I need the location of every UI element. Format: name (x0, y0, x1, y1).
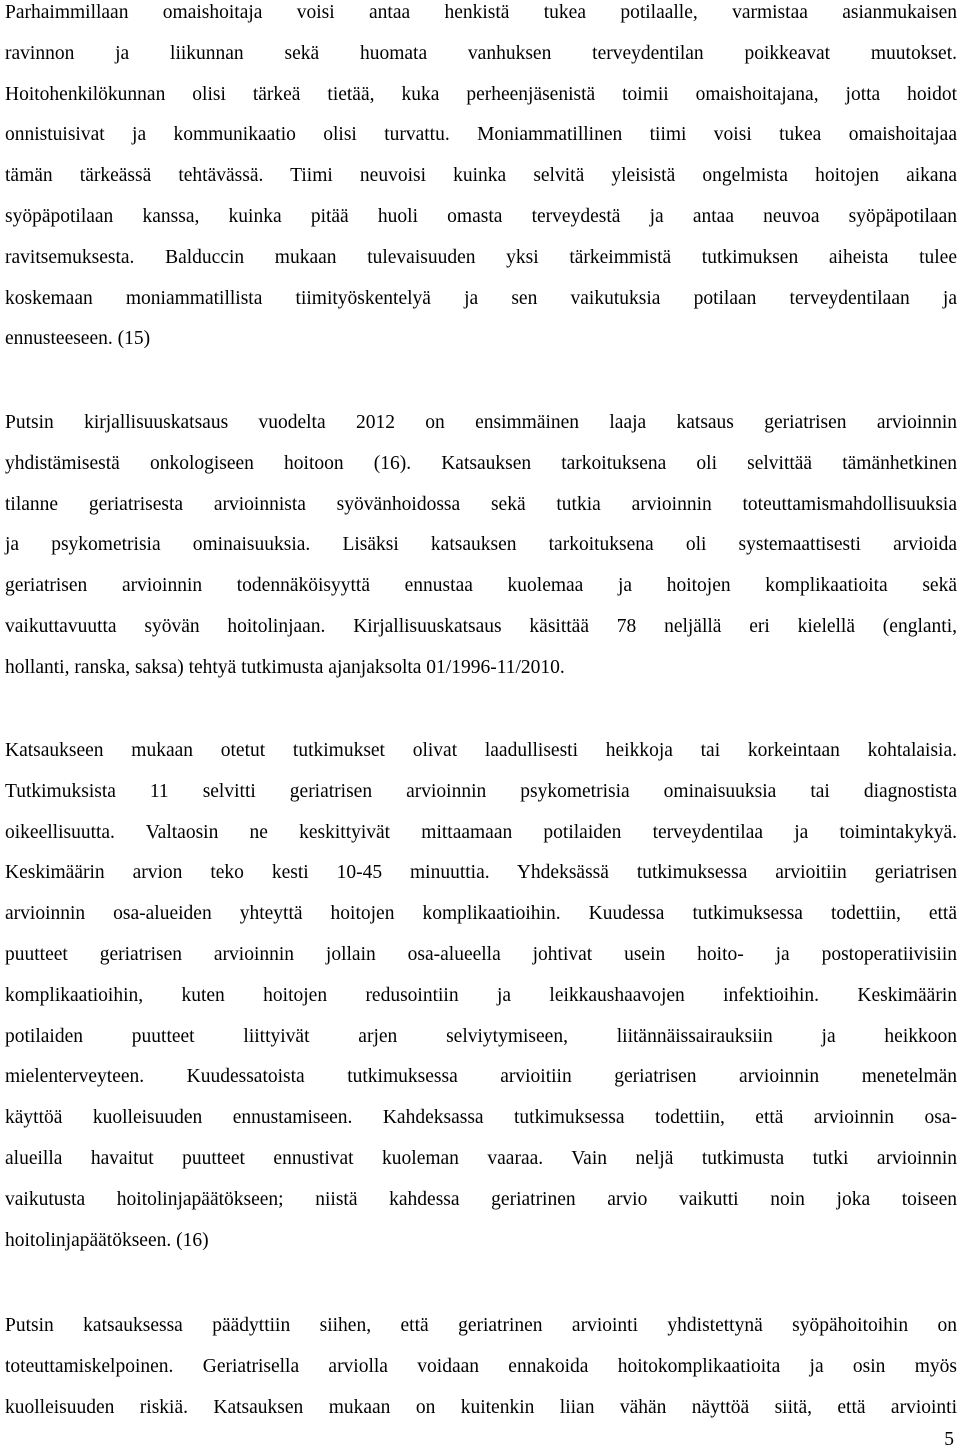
text-line: arvioinnin osa-alueiden yhteyttä hoitojen komplikaatioihin. Kuudessa tutkimuksessa todettiin, että (5, 903, 957, 925)
page-number: 5 (944, 1429, 954, 1450)
paragraph-review-conclusion (5, 1306, 957, 1428)
text-line: koskemaan moniammatillista tiimityöskentelyä ja sen vaikutuksia potilaan terveydentilaan ja (5, 287, 957, 309)
text-line: Keskimäärin arvion teko kesti 10-45 minuuttia. Yhdeksässä tutkimuksessa arvioitiin geriatrisen (5, 862, 957, 884)
text-line: ja psykometrisia ominaisuuksia. Lisäksi katsauksen tarkoituksena oli systemaattisesti arvioida (5, 534, 957, 556)
text-line: toteuttamiskelpoinen. Geriatrisella arviolla voidaan ennakoida hoitokomplikaatioita ja osin myös (5, 1355, 957, 1377)
paragraph-review-findings (5, 731, 957, 1261)
text-line: tilanne geriatrisesta arvioinnista syövänhoidossa sekä tutkia arvioinnin toteuttamismahdollisuuksia (5, 493, 957, 515)
text-line: puutteet geriatrisen arvioinnin jollain osa-alueella johtivat usein hoito- ja postoperatiivisiin (5, 943, 957, 965)
text-line: mielenterveyteen. Kuudessatoista tutkimuksessa arvioitiin geriatrisen arvioinnin menetelmän (5, 1066, 957, 1088)
text-line: geriatrisen arvioinnin todennäköisyyttä ennustaa kuolemaa ja hoitojen komplikaatioita sekä (5, 575, 957, 597)
text-line: oikeellisuutta. Valtaosin ne keskittyivät mittaamaan potilaiden terveydentilaa ja toimintakykyä. (5, 821, 957, 843)
text-line: potilaiden puutteet liittyivät arjen selviytymiseen, liitännäissairauksiin ja heikkoon (5, 1025, 957, 1047)
text-line: alueilla havaitut puutteet ennustivat kuoleman vaaraa. Vain neljä tutkimusta tutki arvioinnin (5, 1147, 957, 1169)
text-line: onnistuisivat ja kommunikaatio olisi turvattu. Moniammatillinen tiimi voisi tukea omaishoitajaa (5, 124, 957, 146)
text-line: Putsin kirjallisuuskatsaus vuodelta 2012 on ensimmäinen laaja katsaus geriatrisen arvioinnin (5, 412, 957, 433)
text-line: käyttöä kuolleisuuden ennustamiseen. Kahdeksassa tutkimuksessa todettiin, että arvioinnin osa- (5, 1107, 957, 1129)
text-line: komplikaatioihin, kuten hoitojen redusointiin ja leikkaushaavojen infektioihin. Keskimäärin (5, 984, 957, 1006)
text-line: tämän tärkeässä tehtävässä. Tiimi neuvoisi kuinka selvitä yleisistä ongelmista hoitojen aikana (5, 165, 957, 187)
paragraph-caregiver-support (5, 0, 957, 360)
text-line: Putsin katsauksessa päädyttiin siihen, että geriatrinen arviointi yhdistettynä syöpähoitoihin on (5, 1315, 957, 1336)
text-line: vaikuttavuutta syövän hoitolinjaan. Kirjallisuuskatsaus käsittää 78 neljällä eri kielellä (englanti, (5, 615, 957, 637)
text-line: Tutkimuksista 11 selvitti geriatrisen arvioinnin psykometrisia ominaisuuksia tai diagnostista (5, 780, 957, 802)
text-line: syöpäpotilaan kanssa, kuinka pitää huoli omasta terveydestä ja antaa neuvoa syöpäpotilaan (5, 205, 957, 227)
text-line: ravitsemuksesta. Balduccin mukaan tulevaisuuden yksi tärkeimmistä tutkimuksen aiheista tulee (5, 246, 957, 268)
text-line: ravinnon ja liikunnan sekä huomata vanhuksen terveydentilan poikkeavat muutokset. (5, 42, 957, 64)
text-line: kuolleisuuden riskiä. Katsauksen mukaan on kuitenkin liian vähän näyttöä siitä, että arviointi (5, 1396, 957, 1418)
text-line: ennusteeseen. (15) (5, 328, 151, 350)
text-line: vaikutusta hoitolinjapäätökseen; niistä kahdessa geriatrinen arvio vaikutti noin joka toiseen (5, 1188, 957, 1210)
text-line: yhdistämisestä onkologiseen hoitoon (16). Katsauksen tarkoituksena oli selvittää tämänhetkinen (5, 452, 957, 474)
text-line: Hoitohenkilökunnan olisi tärkeä tietää, kuka perheenjäsenistä toimii omaishoitajana, jotta hoidot (5, 83, 957, 105)
text-line: Katsaukseen mukaan otetut tutkimukset olivat laadullisesti heikkoja tai korkeintaan kohtalaisia. (5, 740, 957, 761)
text-line: hollanti, ranska, saksa) tehtyä tutkimusta ajanjaksolta 01/1996-11/2010. (5, 656, 565, 678)
text-line: hoitolinjapäätökseen. (16) (5, 1229, 209, 1251)
text-line: Parhaimmillaan omaishoitaja voisi antaa henkistä tukea potilaalle, varmistaa asianmukaisen (5, 2, 957, 23)
paragraph-review-overview (5, 403, 957, 689)
